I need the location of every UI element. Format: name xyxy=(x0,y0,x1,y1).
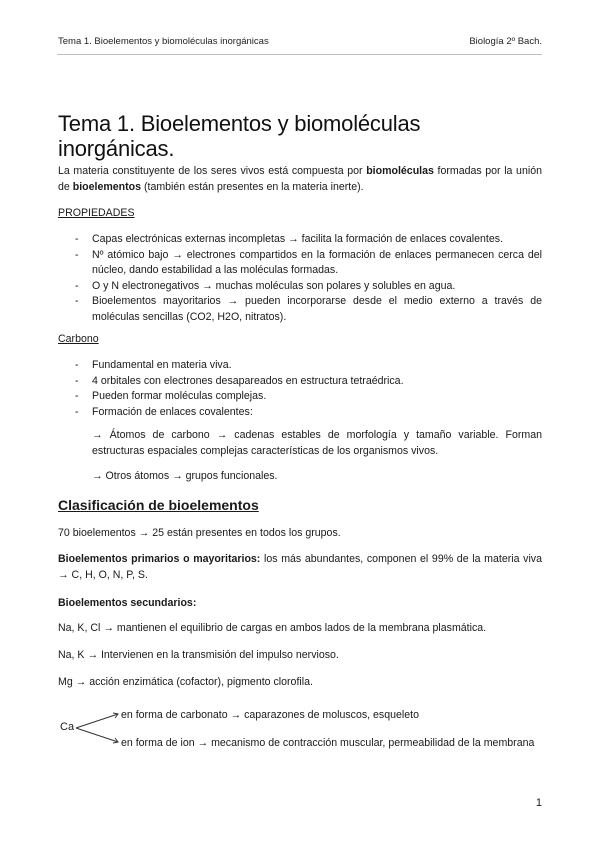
list-item: - Capas electrónicas externas incompletas → facilita la formación de enlaces covalentes. xyxy=(75,233,504,245)
list-item: - Nº atómico bajo → electrones compartidos en la formación de enlaces permanecen cerca del núcleo, dando estabilidad a las moléculas formadas. xyxy=(75,248,542,276)
secundarios-line-3: Mg → acción enzimática (cofactor), pigmento clorofila. xyxy=(58,676,313,688)
primarios-bold: Bioelementos primarios o mayoritarios: xyxy=(58,553,261,565)
list-item: - O y N electronegativos → muchas moléculas son polares y solubles en agua. xyxy=(75,279,456,292)
list-item: - Pueden formar moléculas complejas. xyxy=(75,390,267,402)
carbono-subpoint-2: → Otros átomos → grupos funcionales. xyxy=(92,470,278,482)
page-title: Tema 1. Bioelementos y biomoléculas inorgánicas. xyxy=(58,110,421,161)
list-item: - Formación de enlaces covalentes: xyxy=(75,405,253,418)
running-header-left: Tema 1. Bioelementos y biomoléculas inorgánicas xyxy=(58,36,269,47)
calcium-label: Ca xyxy=(60,721,75,733)
header-divider xyxy=(57,54,542,55)
intro-bold-bioelementos: bioelementos xyxy=(72,180,142,193)
primarios-text: los más abundantes, componen el 99% de la materia viva → C, H, O, N, P, S. xyxy=(58,553,542,581)
section-heading-clasificacion: Clasificación de bioelementos xyxy=(58,497,259,513)
secundarios-line-1: Na, K, Cl → mantienen el equilibrio de cargas en ambos lados de la membrana plasmática. xyxy=(58,622,487,634)
secundarios-line-2: Na, K → Intervienen en la transmisión del impulso nervioso. xyxy=(58,649,339,661)
carbono-list xyxy=(58,358,542,420)
calcium-branch-1: en forma de carbonato → caparazones de moluscos, esqueleto xyxy=(121,709,419,721)
branch-arrows-icon xyxy=(74,710,122,746)
running-header-right: Biología 2º Bach. xyxy=(469,36,542,47)
list-item: - Bioelementos mayoritarios → pueden incorporarse desde el medio externo a través de moléculas sencillas (CO2, H2O, nitratos). xyxy=(75,295,542,323)
intro-text-3: (también están presentes en la materia inerte). xyxy=(141,180,364,193)
clasificacion-p1: 70 bioelementos → 25 están presentes en todos los grupos. xyxy=(58,527,341,539)
calcium-branch-2: en forma de ion → mecanismo de contracción muscular, permeabilidad de la membrana xyxy=(121,737,535,749)
secundarios-heading: Bioelementos secundarios: xyxy=(58,597,197,609)
section-label-propiedades: PROPIEDADES xyxy=(58,207,135,219)
propiedades-list xyxy=(58,232,542,325)
section-label-carbono: Carbono xyxy=(58,333,99,345)
page-number: 1 xyxy=(535,797,542,809)
list-item: - Fundamental en materia viva. xyxy=(75,359,232,371)
intro-text-1: La materia constituyente de los seres vivos está compuesta por xyxy=(58,165,367,177)
list-item: - 4 orbitales con electrones desapareados en estructura tetraédrica. xyxy=(75,374,404,387)
primarios-paragraph xyxy=(58,552,542,583)
intro-paragraph xyxy=(58,164,542,195)
carbono-subpoint-1: → Átomos de carbono → cadenas estables de morfología y tamaño variable. Forman estructuras espaciales complejas características de los organismos vivos. xyxy=(92,429,542,457)
intro-text-2: formadas por la unión de xyxy=(58,165,542,193)
intro-bold-biomoleculas: biomoléculas xyxy=(366,165,434,177)
